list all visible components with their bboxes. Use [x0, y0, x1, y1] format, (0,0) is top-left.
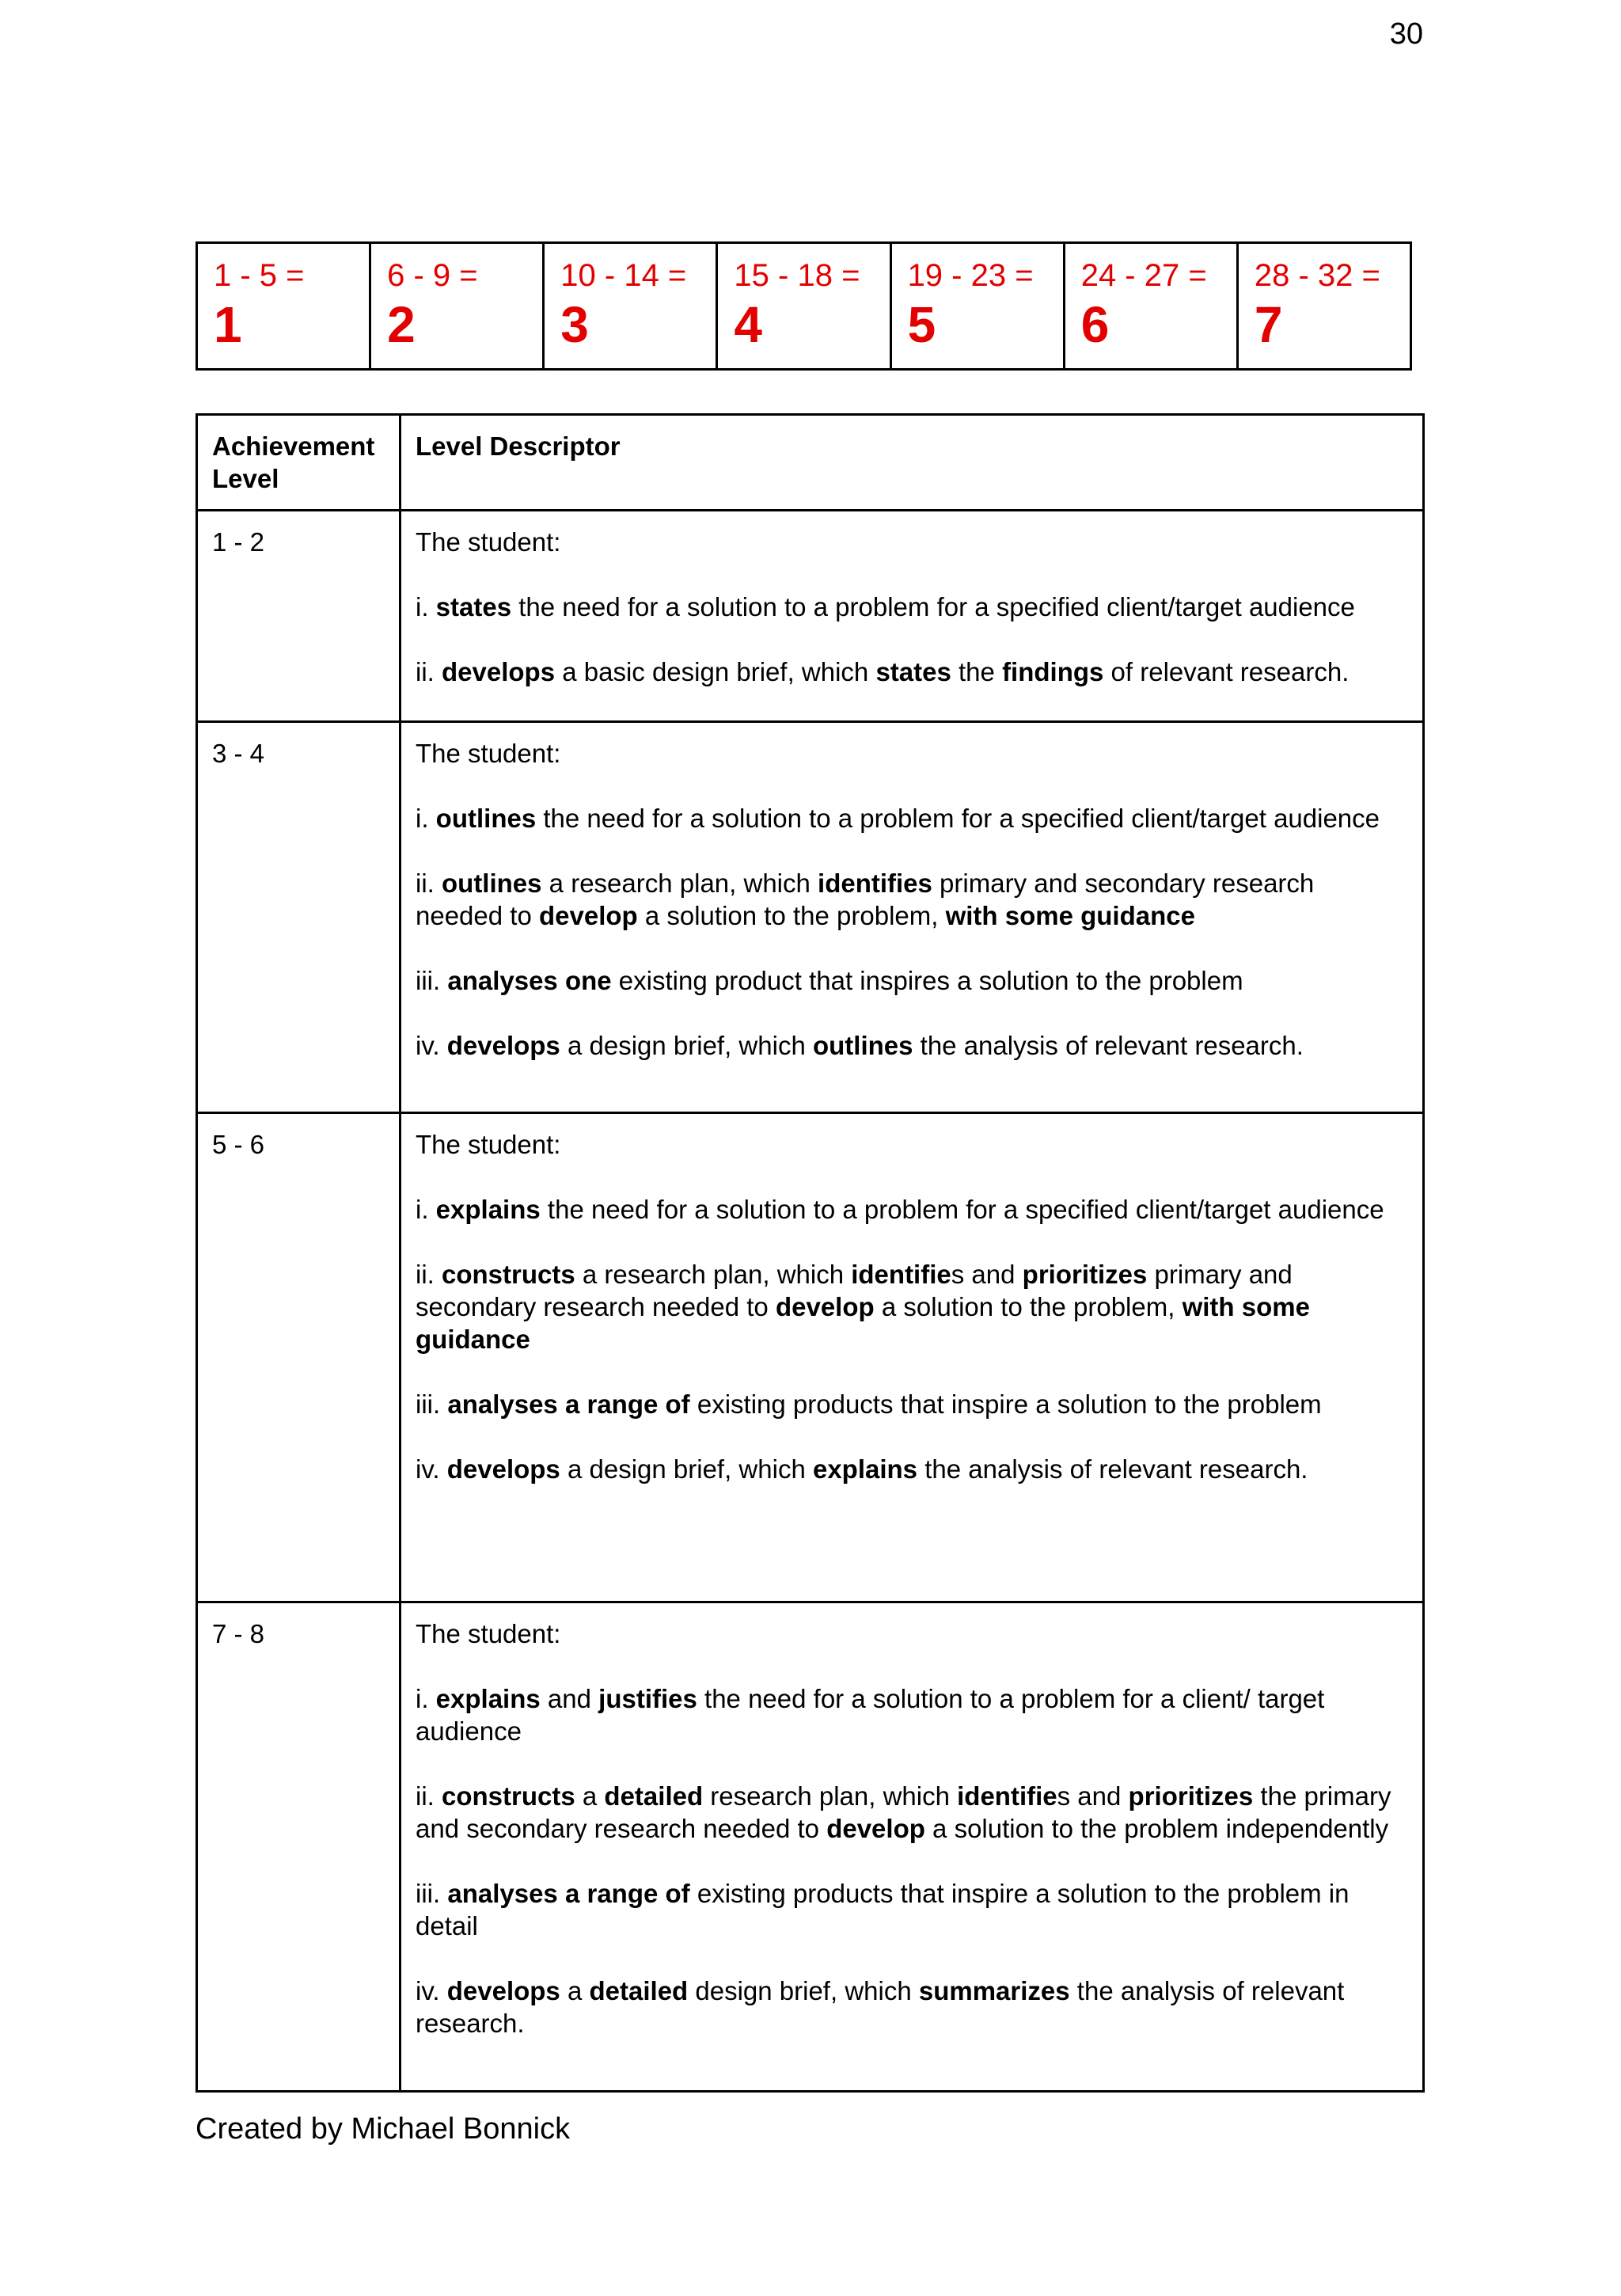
- descriptor-item: [416, 1388, 1408, 1420]
- keyword-text: with some guidance: [416, 1292, 1310, 1354]
- descriptor-text: existing products that inspire a solution to the problem: [689, 1389, 1322, 1419]
- rubric-header-row: [197, 415, 1424, 511]
- level-cell: 5 - 6: [197, 1113, 401, 1602]
- descriptor-item: [416, 1780, 1408, 1845]
- descriptor-text: research plan, which: [703, 1781, 958, 1811]
- level-cell: 1 - 2: [197, 511, 401, 722]
- descriptor-item: [416, 1682, 1408, 1747]
- descriptor-text: ii.: [416, 657, 442, 686]
- descriptor-cell: [401, 1113, 1424, 1602]
- descriptor-text: ii.: [416, 1260, 442, 1289]
- rubric-table: [196, 413, 1425, 2093]
- keyword-text: outlines: [442, 869, 542, 898]
- keyword-text: explains: [435, 1195, 541, 1224]
- descriptor-text: a solution to the problem,: [637, 901, 946, 930]
- boundary-range: 28 - 32 =: [1254, 258, 1380, 293]
- keyword-text: identifies: [818, 869, 932, 898]
- descriptor-text: i.: [416, 804, 436, 833]
- descriptor-text: i.: [416, 1195, 436, 1224]
- descriptor-text: s and: [951, 1260, 1023, 1289]
- keyword-text: develop: [538, 901, 638, 930]
- descriptor-text: iii.: [416, 1879, 448, 1908]
- keyword-text: explains: [812, 1454, 918, 1484]
- grade-boundary-cell: [717, 243, 890, 370]
- keyword-text: with some guidance: [945, 901, 1195, 930]
- keyword-text: develop: [826, 1814, 925, 1843]
- keyword-text: findings: [1002, 657, 1104, 686]
- descriptor-text: the analysis of relevant research.: [913, 1031, 1304, 1060]
- grade-boundary-cell: [197, 243, 370, 370]
- boundary-range: 6 - 9 =: [387, 258, 478, 293]
- descriptor-text: iv.: [416, 1454, 447, 1484]
- descriptor-text: the need for a solution to a problem for a specified client/target audience: [511, 592, 1355, 622]
- boundary-range: 10 - 14 =: [560, 258, 687, 293]
- keyword-text: explains: [435, 1684, 541, 1713]
- keyword-text: outlines: [812, 1031, 913, 1060]
- descriptor-text: a research plan, which: [575, 1260, 852, 1289]
- intro-text: The student:: [416, 739, 561, 768]
- grade-boundary-cell: [1064, 243, 1237, 370]
- descriptor-item: [416, 1453, 1408, 1485]
- descriptor-text: primary and secondary research needed to: [416, 869, 1315, 930]
- descriptor-item: [416, 1258, 1408, 1355]
- descriptor-text: primary and secondary research needed to: [416, 1260, 1293, 1321]
- boundary-range: 24 - 27 =: [1080, 258, 1207, 293]
- descriptor-item: [416, 1975, 1408, 2039]
- descriptor-item: [416, 1877, 1408, 1942]
- rubric-row: [197, 1113, 1424, 1602]
- descriptor-text: a design brief, which: [560, 1031, 813, 1060]
- grade-boundary-cell: [1237, 243, 1410, 370]
- descriptor-item: [416, 591, 1408, 623]
- keyword-text: analyses a range of: [447, 1879, 690, 1908]
- descriptor-text: design brief, which: [688, 1976, 919, 2005]
- descriptor-cell: [401, 511, 1424, 722]
- boundary-range: 1 - 5 =: [214, 258, 305, 293]
- descriptor-text: the: [951, 657, 1003, 686]
- descriptor-text: the analysis of relevant research.: [917, 1454, 1308, 1484]
- page-number: 30: [1389, 17, 1423, 51]
- descriptor-item: [416, 964, 1408, 997]
- boundary-grade: 6: [1080, 296, 1110, 353]
- descriptor-cell: [401, 722, 1424, 1113]
- keyword-text: develop: [775, 1292, 875, 1321]
- descriptor-text: the need for a solution to a problem for a specified client/target audience: [536, 804, 1380, 833]
- boundary-grade: 5: [907, 296, 936, 353]
- header-level-descriptor: Level Descriptor: [401, 415, 1424, 511]
- descriptor-text: existing products that inspire a solution to the problem in detail: [416, 1879, 1350, 1941]
- keyword-text: develops: [446, 1031, 560, 1060]
- intro-text: The student:: [416, 1130, 561, 1159]
- descriptor-text: a: [560, 1976, 590, 2005]
- keyword-text: identifie: [957, 1781, 1057, 1811]
- descriptor-text: s and: [1057, 1781, 1129, 1811]
- descriptor-text: ii.: [416, 869, 442, 898]
- level-cell: 3 - 4: [197, 722, 401, 1113]
- boundary-range: 15 - 18 =: [734, 258, 860, 293]
- descriptor-text: the need for a solution to a problem for a specified client/target audience: [540, 1195, 1384, 1224]
- descriptor-item: [416, 1193, 1408, 1226]
- keyword-text: analyses a range of: [447, 1389, 690, 1419]
- grade-boundary-cell: [370, 243, 544, 370]
- keyword-text: states: [435, 592, 512, 622]
- rubric-row: [197, 722, 1424, 1113]
- descriptor-text: existing product that inspires a solution to the problem: [611, 966, 1243, 995]
- keyword-text: detailed: [604, 1781, 704, 1811]
- boundary-grade: 1: [214, 296, 242, 353]
- descriptor-text: i.: [416, 1684, 436, 1713]
- boundary-range: 19 - 23 =: [907, 258, 1034, 293]
- boundary-grade: 3: [560, 296, 589, 353]
- descriptor-text: a solution to the problem,: [874, 1292, 1183, 1321]
- grade-boundaries-table: [196, 241, 1412, 371]
- descriptor-text: the primary and secondary research needed to: [416, 1781, 1391, 1843]
- header-achievement-level: Achievement Level: [197, 415, 401, 511]
- rubric-row: [197, 1602, 1424, 2092]
- descriptor-cell: [401, 1602, 1424, 2092]
- descriptor-item: [416, 802, 1408, 834]
- keyword-text: identifie: [851, 1260, 951, 1289]
- keyword-text: states: [875, 657, 951, 686]
- keyword-text: develops: [446, 1454, 560, 1484]
- descriptor-text: iv.: [416, 1031, 447, 1060]
- descriptor-text: a solution to the problem independently: [924, 1814, 1389, 1843]
- boundary-grade: 4: [734, 296, 763, 353]
- descriptor-item: [416, 656, 1408, 688]
- descriptor-text: iv.: [416, 1976, 447, 2005]
- keyword-text: prioritizes: [1128, 1781, 1254, 1811]
- descriptor-text: iii.: [416, 1389, 448, 1419]
- footer-credit: Created by Michael Bonnick: [196, 2112, 571, 2146]
- keyword-text: develops: [442, 657, 556, 686]
- keyword-text: detailed: [589, 1976, 689, 2005]
- descriptor-text: a basic design brief, which: [555, 657, 876, 686]
- keyword-text: analyses one: [447, 966, 612, 995]
- level-cell: 7 - 8: [197, 1602, 401, 2092]
- boundary-grade: 7: [1254, 296, 1283, 353]
- descriptor-text: a design brief, which: [560, 1454, 813, 1484]
- grade-boundary-cell: [890, 243, 1064, 370]
- rubric-row: [197, 511, 1424, 722]
- descriptor-text: a research plan, which: [541, 869, 818, 898]
- descriptor-text: a: [575, 1781, 605, 1811]
- intro-text: The student:: [416, 1619, 561, 1648]
- descriptor-text: iii.: [416, 966, 448, 995]
- descriptor-text: ii.: [416, 1781, 442, 1811]
- descriptor-text: i.: [416, 592, 436, 622]
- keyword-text: outlines: [435, 804, 537, 833]
- keyword-text: develops: [446, 1976, 560, 2005]
- keyword-text: justifies: [598, 1684, 697, 1713]
- descriptor-text: and: [540, 1684, 599, 1713]
- keyword-text: summarizes: [918, 1976, 1070, 2005]
- descriptor-text: of relevant research.: [1103, 657, 1350, 686]
- descriptor-text: the need for a solution to a problem for a client/ target audience: [416, 1684, 1325, 1746]
- intro-text: The student:: [416, 527, 561, 557]
- descriptor-text: the analysis of relevant research.: [416, 1976, 1345, 2038]
- descriptor-item: [416, 1029, 1408, 1062]
- keyword-text: prioritizes: [1022, 1260, 1148, 1289]
- grade-boundary-cell: [544, 243, 717, 370]
- boundary-grade: 2: [387, 296, 416, 353]
- keyword-text: constructs: [442, 1260, 575, 1289]
- descriptor-item: [416, 867, 1408, 932]
- keyword-text: constructs: [442, 1781, 575, 1811]
